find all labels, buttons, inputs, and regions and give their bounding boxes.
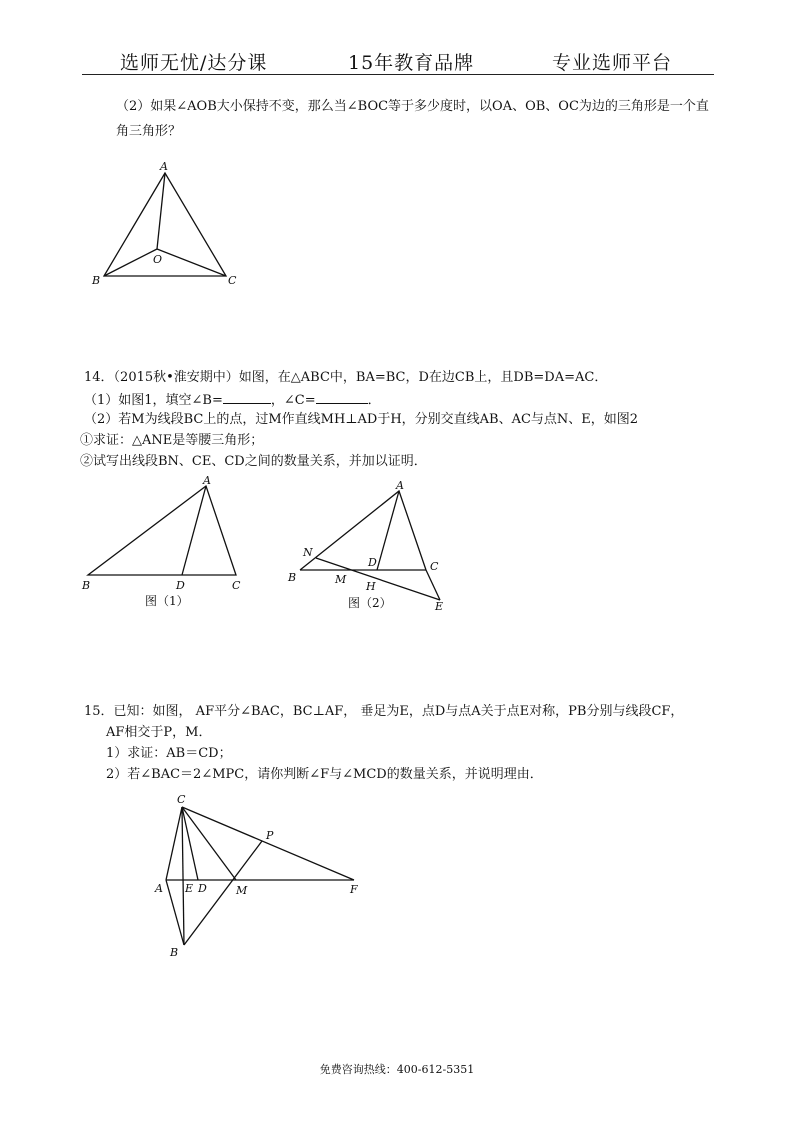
q14-fill-c-label: ，∠C=: [270, 393, 316, 408]
q14-fill-b-label: （1）如图1，填空∠B=: [84, 393, 223, 408]
q14-fig1-caption: 图（1）: [145, 594, 189, 608]
q14-fill-end: ．: [367, 393, 381, 408]
q14-text-line1: 14．（2015秋•淮安期中）如图，在△ABC中，BA=BC，D在边CB上，且DB=DA=AC．: [84, 370, 608, 385]
q15-text-line4: 2）若∠BAC＝2∠MPC，请你判断∠F与∠MCD的数量关系，并说明理由．: [106, 767, 543, 782]
q13-triangle-abc: [104, 173, 226, 276]
q15-text-line2: AF相交于P，M．: [106, 725, 212, 740]
q14-text-line5: ②试写出线段BN、CE、CD之间的数量关系，并加以证明．: [80, 454, 427, 469]
q15-segment-cb: [182, 807, 184, 945]
q14-fig2-label-d: D: [368, 556, 377, 569]
q15-label-p: P: [266, 829, 274, 842]
q14-fig2-segment-ad: [377, 491, 399, 570]
q14-fig1-label-c: C: [232, 579, 241, 592]
q15-label-f: F: [350, 883, 358, 896]
q14-fig1-label-b: B: [82, 579, 91, 592]
q14-text-line4: ①求证：△ANE是等腰三角形；: [80, 433, 264, 448]
q15-label-m: M: [236, 884, 248, 897]
q15-segment-cf: [182, 807, 354, 880]
q13-label-o: O: [153, 253, 163, 266]
q13-text-line2: 角三角形？: [116, 124, 182, 139]
q13-label-a: A: [160, 160, 168, 173]
q13-segment-oc: [157, 249, 226, 276]
q15-label-c: C: [177, 793, 186, 806]
q14-fig2-label-n: N: [303, 546, 313, 559]
q15-segment-bp: [184, 841, 262, 945]
q14-fig2-label-h: H: [366, 580, 376, 593]
q15-segment-ca: [166, 807, 182, 880]
q14-fig2-label-m: M: [335, 573, 347, 586]
q14-fig1-label-d: D: [176, 579, 185, 592]
q15-text-line1: 15．已知：如图， AF平分∠BAC，BC⊥AF， 垂足为E，点D与点A关于点E对称，PB分别与线段CF，: [84, 704, 684, 719]
q15-label-b: B: [170, 946, 179, 959]
q13-label-b: B: [92, 274, 101, 287]
q14-figure-1: [88, 486, 236, 575]
q14-fig2-label-c: C: [430, 560, 439, 573]
q14-fig2-label-a: A: [396, 479, 404, 492]
q14-fig1-label-a: A: [203, 474, 211, 487]
q15-label-a: A: [155, 882, 163, 895]
footer-hotline: 免费咨询热线：400-612-5351: [319, 1063, 475, 1076]
q15-segment-ab: [166, 880, 184, 945]
header-left: 选师无忧/达分课: [120, 52, 268, 74]
q13-text-line1: （2）如果∠AOB大小保持不变，那么当∠BOC等于多少度时，以OA、OB、OC为边的三角形是一个直: [116, 99, 709, 114]
q15-text-line3: 1）求证：AB＝CD；: [106, 746, 232, 761]
q14-text-line3: （2）若M为线段BC上的点，过M作直线MH⊥AD于H，分别交直线AB、AC与点N、E，如图2: [84, 412, 639, 427]
q14-fig2-caption: 图（2）: [348, 596, 392, 610]
q14-fig1-triangle: [88, 486, 236, 575]
q14-fig2-sides-ab-ac: [300, 491, 426, 570]
q15-label-e: E: [185, 882, 194, 895]
q14-fig1-segment-ad: [182, 486, 206, 575]
q13-figure: [104, 173, 226, 276]
q14-fig2-label-e: E: [435, 600, 444, 613]
header-right: 专业选师平台: [552, 52, 673, 74]
q15-label-d: D: [198, 882, 207, 895]
q15-figure: [166, 807, 354, 945]
q13-label-c: C: [228, 274, 237, 287]
q14-fig2-label-b: B: [288, 571, 297, 584]
header-center: 15年教育品牌: [348, 52, 475, 74]
